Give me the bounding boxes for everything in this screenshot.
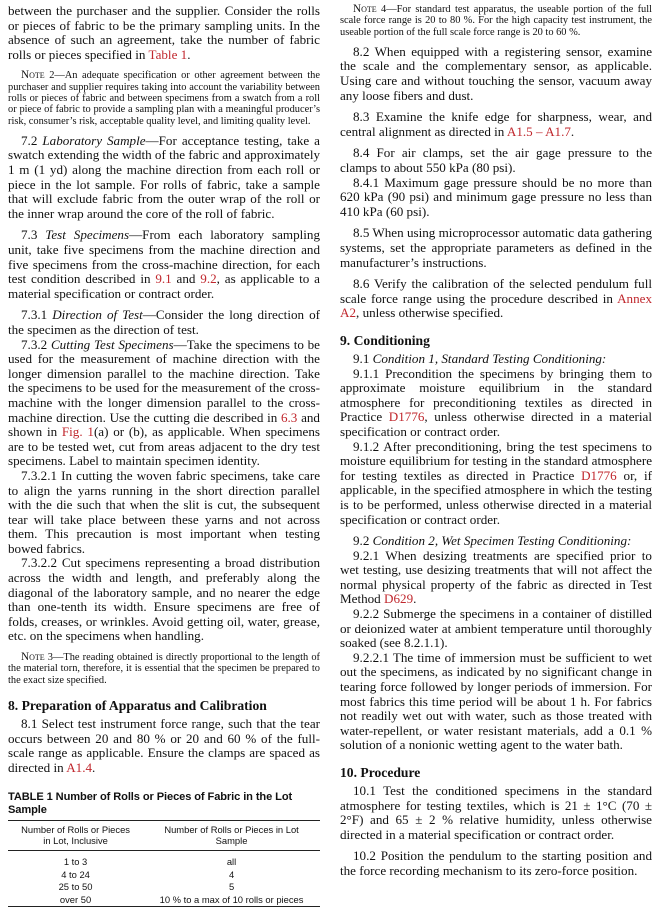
- section-title: Cutting Test Specimens: [50, 336, 174, 352]
- note-4: [340, 4, 652, 38]
- section-text: Precondition the specimens by bringing them to approximate moisture equilibrium in the standard atmosphere for preconditioning textiles as directed in Practice: [340, 365, 652, 425]
- section-text: Verify the calibration of the selected pendulum full scale force range using the procedure described in: [340, 276, 652, 306]
- section-text: After preconditioning, bring the test specimens to moisture equilibrium for testing in the standard atmosphere for testing textiles as directed in Practice: [340, 438, 652, 483]
- table-row: [8, 868, 320, 881]
- section-8-4-1: [340, 176, 652, 220]
- section-9-2: [340, 534, 652, 549]
- section-text: (a) or (b), as applicable. When specimens are to be tested wet, cut from areas adjacent to the dry test specimens. Label to maintain specimen identity.: [8, 424, 320, 469]
- section-text: For air clamps, set the air gage pressure to the clamps to about 550 kPa (80 psi).: [340, 145, 653, 176]
- section-8-3: [340, 110, 652, 139]
- link-d1776[interactable]: D1776: [388, 409, 425, 425]
- section-number: 8.2: [353, 43, 375, 59]
- note-text: An adequate specification or other agreement between the purchaser and supplier requires taking into account the variability between rolls or pieces of fabric and between specimens from a swatch from a roll or piece of fabric to provide a sampling plan with a meaningful producer’s risk, consumer’s risk, acceptable quality level, and limiting quality level.: [8, 70, 320, 127]
- table-bottom-rule-row: [8, 906, 320, 912]
- note-label: Note: [353, 3, 377, 15]
- section-number: 9.1: [353, 350, 373, 366]
- section-7-2: [8, 134, 320, 222]
- section-text: When equipped with a registering sensor, examine the scale and the complementary sensor, as applicable. Using care and without touching the sensor, vacuum away any loose fibers and dust.: [340, 43, 653, 103]
- paragraph-continued: [8, 4, 320, 62]
- section-text: Examine the knife edge for sharpness, wear, and central alignment as directed in: [340, 109, 652, 139]
- section-7-3-2-2: [8, 556, 320, 644]
- section-text: Cut specimens representing a broad distribution across the width and length, and preferably along the diagonal of the laboratory sample, and no nearer the edge than one-tenth its width. Ensure specimens are free of folds, creases, or wrinkles. Avoid getting oil, water, grease, etc. on the specimens when handling.: [8, 555, 321, 644]
- section-9-1-1: [340, 367, 652, 440]
- heading-section-8: 8. Preparation of Apparatus and Calibration: [8, 697, 267, 713]
- section-text: —Take the specimens to be used for the measurement of machine direction with the longer dimension parallel to the machine direction. Take the specimens to be used for the measurement of the cross-machine with the longer dimension parallel to the cross-machine direction. Use the cutting die described in: [8, 336, 320, 425]
- section-10-2: [340, 849, 652, 878]
- paragraph-text-tail: .: [187, 46, 191, 62]
- section-number: 9.1.2: [353, 438, 384, 454]
- section-number: 7.2: [21, 132, 43, 148]
- link-table-1[interactable]: Table 1: [148, 46, 188, 62]
- link-fig-1[interactable]: Fig. 1: [61, 424, 94, 440]
- section-title: Condition 2, Wet Specimen Testing Conditioning:: [372, 533, 632, 549]
- section-9-1-2: [340, 440, 652, 528]
- section-text: Select test instrument force range, such that the tear occurs between 20 and 80 % or 20 and 60 % of the full-scale range as applicable. Ensure the clamps are spaced as directed in: [8, 715, 320, 775]
- section-number: 9.2.1: [353, 547, 386, 563]
- section-number: 9.2.2.1: [353, 649, 393, 665]
- section-text: and: [171, 271, 201, 287]
- section-text: .: [570, 123, 575, 139]
- paragraph-text: between the purchaser and the supplier. Consider the rolls or pieces of fabric to be the primary sampling units. In the absence of such an agreement, take the number of fabric rolls or pieces specified in: [8, 3, 320, 62]
- two-column-layout: [8, 3, 660, 905]
- section-text: , unless otherwise directed in a material specification or contract order.: [340, 409, 652, 439]
- section-8-2: [340, 45, 652, 103]
- table-cell-range: 4 to 24: [61, 868, 90, 880]
- note-text: For standard test apparatus, the useable portion of the full scale force range is 20 to 80 %. For the high capacity test instrument, the useable portion of the full scale force range is 20 to 60 %.: [340, 4, 652, 38]
- section-9-2-2: [340, 607, 652, 651]
- table-1-container: [8, 791, 320, 912]
- link-d629[interactable]: D629: [384, 591, 414, 607]
- section-7-3: [8, 228, 320, 301]
- table-cell-sample: all: [226, 856, 237, 868]
- table-head: [8, 821, 320, 851]
- left-column: [8, 3, 321, 905]
- section-number: 10.1: [353, 783, 384, 799]
- header-line-2: in Lot, Inclusive: [43, 835, 108, 847]
- link-9-2[interactable]: 9.2: [200, 271, 217, 287]
- table-row: [8, 881, 320, 894]
- table-cell-range: 25 to 50: [58, 881, 93, 893]
- section-number: 9.1.1: [353, 365, 386, 381]
- section-number: 7.3.2: [21, 336, 51, 352]
- table-1-title: TABLE 1 Number of Rolls or Pieces of Fabric in the Lot Sample: [8, 791, 293, 817]
- table-row: [8, 893, 320, 906]
- section-text: Test the conditioned specimens in the standard atmosphere for testing textiles, which is 21 ± 1°C (70 ± 2°F) and 65 ± 2 % relative humidity, unless otherwise directed in a material specification or contract order.: [340, 783, 652, 842]
- section-text: Position the pendulum to the starting position and the force recording mechanism to its zero-force position.: [340, 848, 652, 878]
- link-a1-5-a1-7[interactable]: A1.5 – A1.7: [506, 123, 571, 139]
- section-number: 8.1: [21, 715, 42, 731]
- note-3: [8, 652, 320, 686]
- right-column: [340, 3, 653, 878]
- section-text: , unless otherwise specified.: [356, 305, 504, 321]
- section-text: —For acceptance testing, take a swatch extending the width of the fabric and approximately 1 m (1 yd) along the machine direction from each roll or piece in the lot sample. For rolls of fabric, take a sample that will exclude fabric from the outer wrap of the roll or the inner wrap around the core of the roll of fabric.: [8, 132, 320, 221]
- section-9-1: [340, 352, 652, 367]
- section-number: 7.3.1: [21, 307, 53, 323]
- section-8-1: [8, 717, 320, 775]
- section-number: 8.5: [353, 225, 373, 241]
- section-number: 8.4: [353, 145, 377, 161]
- section-8-5: [340, 226, 652, 270]
- section-number: 8.4.1: [353, 174, 385, 190]
- section-9-2-2-1: [340, 651, 652, 753]
- note-label: Note: [21, 69, 45, 82]
- note-number: 2—: [44, 70, 65, 82]
- table-header-cell-2: [143, 821, 320, 851]
- section-9-2-1: [340, 549, 652, 607]
- table-cell-sample: 5: [228, 881, 235, 893]
- header-line-2: Sample: [215, 835, 248, 847]
- section-title: Test Specimens: [45, 227, 130, 243]
- section-number: 9.2: [353, 533, 373, 549]
- section-7-3-1: [8, 308, 320, 337]
- link-annex-a2[interactable]: Annex A2: [340, 290, 652, 321]
- section-number: 7.3.2.1: [21, 467, 62, 483]
- section-text: In cutting the woven fabric specimens, take care to align the yarns running in the short direction parallel with the die such that when the slit is cut, the subsequent tear will take place between these yarns and not across them. This precaution is most important when testing bowed fabrics.: [8, 467, 321, 556]
- header-line-1: Number of Rolls or Pieces: [21, 824, 130, 836]
- heading-section-9: 9. Conditioning: [340, 332, 430, 348]
- note-text: The reading obtained is directly proportional to the length of the material torn, therefore, it is essential that the specimen be prepared to the exact size specified.: [8, 652, 321, 686]
- note-2: [8, 70, 320, 126]
- section-text: .: [92, 759, 96, 775]
- spacer-cell: [143, 906, 320, 912]
- section-text: Submerge the specimens in a container of distilled or deionized water at ambient temperature until thoroughly soaked (see 8.2.1.1).: [340, 606, 652, 651]
- section-number: 8.6: [353, 276, 374, 292]
- section-text: When using microprocessor automatic data gathering systems, set the appropriate parameters as defined in the manufacturer’s instructions.: [340, 225, 653, 270]
- note-label: Note: [21, 651, 45, 664]
- table-1: [8, 820, 320, 912]
- table-header-row: [8, 821, 320, 851]
- spacer-cell: [8, 906, 143, 912]
- table-cell-range: over 50: [59, 893, 92, 905]
- table-row: [8, 856, 320, 869]
- section-number: 8.3: [353, 109, 376, 125]
- section-text: The time of immersion must be sufficient to wet out the specimens, as indicated by no significant change in tearing force followed by longer periods of immersion. For most fabrics this time period will be about 1 h. For fabrics not readily wet out with water, such as those treated with water-repellent, or water resistant materials, add a 0.1 % solution of a nonionic wetting agent to the water bath.: [340, 649, 653, 753]
- section-text: or, if applicable, in the specified atmosphere in which the testing is to be performed, unless otherwise directed in a material specification or contract order.: [340, 467, 653, 527]
- section-8-6: [340, 277, 652, 321]
- section-title: Direction of Test: [52, 307, 143, 323]
- table-cell-sample: 10 % to a max of 10 rolls or pieces: [159, 893, 304, 905]
- section-text: —From each laboratory sampling unit, take five specimens from the machine direction and five specimens from the cross-machine direction, for each test condition described in: [8, 227, 321, 287]
- table-header-cell-1: [8, 821, 143, 851]
- section-title: Laboratory Sample: [42, 132, 146, 148]
- section-text: , as applicable to a material specification or contract order.: [8, 271, 320, 301]
- heading-section-10: 10. Procedure: [340, 765, 421, 781]
- table-body: [8, 851, 320, 912]
- section-text: and shown in: [8, 409, 320, 440]
- section-title: Condition 1, Standard Testing Conditioning:: [372, 350, 607, 366]
- section-number: 7.3.2.2: [21, 555, 62, 571]
- section-number: 10.2: [353, 848, 381, 864]
- section-7-3-2: [8, 338, 320, 469]
- section-number: 7.3: [21, 227, 46, 243]
- table-cell-range: 1 to 3: [63, 856, 88, 868]
- section-10-1: [340, 784, 652, 842]
- table-cell-sample: 4: [228, 868, 235, 880]
- link-a1-4[interactable]: A1.4: [66, 759, 93, 775]
- link-d1776[interactable]: D1776: [581, 467, 617, 483]
- link-9-1[interactable]: 9.1: [155, 271, 172, 287]
- link-6-3[interactable]: 6.3: [280, 409, 298, 425]
- section-7-3-2-1: [8, 469, 320, 557]
- section-text: Maximum gage pressure should be no more than 620 kPa (90 psi) and minimum gage pressure no less than 410 kPa (60 psi).: [340, 174, 652, 219]
- section-text: —Consider the long direction of the specimen as the direction of test.: [8, 307, 320, 337]
- section-text: .: [413, 591, 417, 607]
- header-line-1: Number of Rolls or Pieces in Lot: [164, 824, 299, 836]
- note-number: 3—: [44, 652, 64, 664]
- section-number: 9.2.2: [353, 606, 384, 622]
- section-text: When desizing treatments are specified prior to wet testing, use desizing treatments that will not affect the normal physical property of the fabric as directed in Test Method: [340, 547, 652, 607]
- note-number: 4—: [376, 4, 397, 15]
- section-8-4: [340, 146, 652, 175]
